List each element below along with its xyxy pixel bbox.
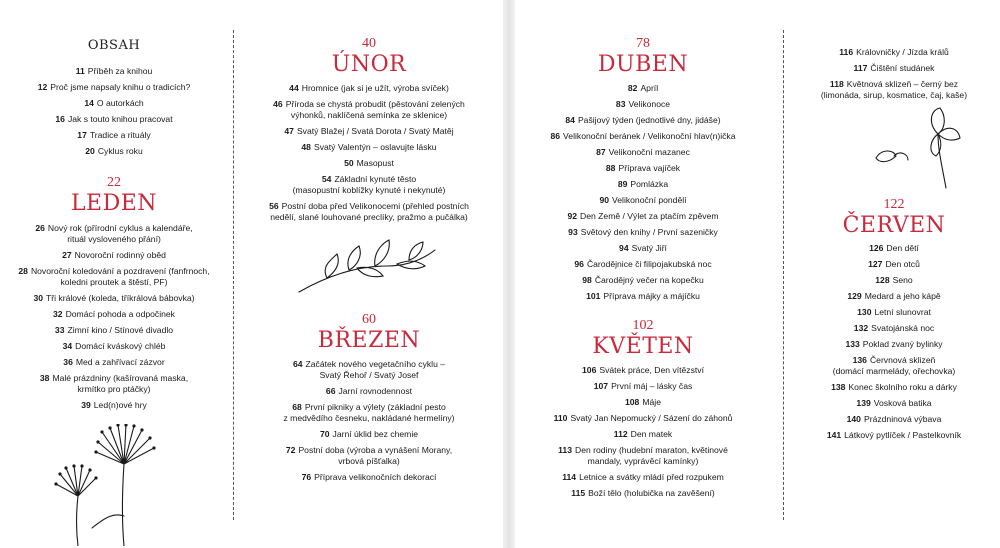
toc-entry-title: Květnová sklizeň – černý bez <box>846 79 959 89</box>
toc-entry <box>240 445 498 467</box>
toc-entry <box>240 402 498 424</box>
toc-entry-title: Svátek práce, Den vítězství <box>599 365 704 375</box>
toc-entry-title: Svatý Valentýn – oslavujte lásku <box>313 142 437 152</box>
toc-entry-page-number: 132 <box>853 323 869 333</box>
toc-entry-title: Svatý Blažej / Svatá Dorota / Svatý Matěj <box>296 126 454 136</box>
toc-entry <box>533 147 753 158</box>
toc-entry <box>790 307 998 318</box>
toc-entry <box>790 63 998 74</box>
toc-entry-title: z medvědího česneku, nakládané hermelíny) <box>283 413 455 423</box>
toc-entry-page-number: 136 <box>852 355 867 365</box>
toc-entry <box>790 323 998 334</box>
toc-entry-page-number: 115 <box>571 488 586 498</box>
toc-entry-page-number: 88 <box>605 163 616 173</box>
toc-entry-page-number: 20 <box>85 146 95 156</box>
brezen-title: BŘEZEN <box>317 328 421 353</box>
toc-entry-title: Světový den knihy / První sazeničky <box>580 227 718 237</box>
toc-entry <box>2 250 226 261</box>
toc-entry-page-number: 126 <box>869 243 884 253</box>
toc-entry <box>240 126 498 137</box>
toc-entry-page-number: 90 <box>599 195 609 205</box>
toc-entry <box>240 386 498 397</box>
toc-entry-page-number: 72 <box>285 445 296 455</box>
cerven-page-number: 122 <box>883 197 905 212</box>
toc-entry-page-number: 133 <box>845 339 860 349</box>
toc-entry-title: Příprava májky a májíčku <box>603 291 700 301</box>
toc-entry <box>790 430 998 441</box>
toc-entry <box>533 179 753 190</box>
toc-entry-page-number: 84 <box>565 115 575 125</box>
kveten-list <box>533 365 753 499</box>
leden-page-number: 22 <box>107 175 121 190</box>
toc-entry-title: Konec školního roku a dárky <box>848 382 957 392</box>
toc-entry <box>240 429 498 440</box>
toc-entry-title: Pomlázka <box>630 179 669 189</box>
brezen-page-number: 60 <box>362 312 376 327</box>
toc-entry-page-number: 108 <box>625 397 640 407</box>
toc-entry-title: Tradice a rituály <box>89 130 151 140</box>
toc-entry-page-number: 116 <box>839 47 854 57</box>
toc-entry-page-number: 11 <box>75 66 85 76</box>
toc-entry <box>790 339 998 350</box>
leaf-branch-illustration <box>297 236 437 296</box>
toc-entry-page-number: 127 <box>868 259 883 269</box>
toc-entry-title: rituál vysloveného přání) <box>67 234 161 244</box>
kveten-continued-list <box>790 47 998 101</box>
toc-entry <box>533 227 753 238</box>
toc-entry-page-number: 48 <box>301 142 311 152</box>
toc-entry <box>533 413 753 424</box>
toc-entry-title: Medard a jeho kápě <box>864 291 941 301</box>
toc-entry-title: Tři králové (koleda, tříkrálová bábovka) <box>46 293 195 303</box>
toc-entry-page-number: 112 <box>613 429 628 439</box>
toc-entry-page-number: 101 <box>586 291 601 301</box>
toc-entry-page-number: 76 <box>301 472 312 482</box>
toc-entry-title: První máj – lásky čas <box>611 381 693 391</box>
toc-entry-title: Velikonoce <box>628 99 671 109</box>
toc-entry <box>533 381 753 392</box>
unor-page-number: 40 <box>362 36 376 51</box>
toc-entry-page-number: 64 <box>292 359 303 369</box>
toc-entry-title: Hromnice (jak si je užít, výroba svíček) <box>301 83 449 93</box>
toc-entry <box>2 400 226 411</box>
toc-entry-page-number: 66 <box>325 386 336 396</box>
toc-entry <box>533 259 753 270</box>
toc-entry <box>533 291 753 302</box>
toc-entry <box>2 373 226 395</box>
toc-entry-title: Malé prázdniny (kašírovaná maska, <box>52 373 189 383</box>
toc-entry-page-number: 46 <box>273 99 283 109</box>
toc-entry-title: krmítko pro ptáčky) <box>77 384 151 394</box>
toc-entry-title: Postní doba před Velikonocemi (přehled postních <box>281 201 469 211</box>
toc-entry-page-number: 139 <box>856 398 871 408</box>
book-gutter <box>503 0 515 548</box>
toc-entry-page-number: 33 <box>54 325 65 335</box>
toc-entry <box>533 131 753 142</box>
toc-entry-title: Den dětí <box>886 243 919 253</box>
toc-entry-page-number: 34 <box>62 341 73 351</box>
toc-entry-title: (masopustní koblížky kynuté i nekynuté) <box>292 185 446 195</box>
toc-entry-page-number: 27 <box>62 250 72 260</box>
toc-entry-title: Den matek <box>630 429 673 439</box>
toc-entry-page-number: 110 <box>553 413 568 423</box>
toc-entry <box>790 414 998 425</box>
toc-entry-title: Příprava vajíček <box>618 163 681 173</box>
toc-entry-page-number: 70 <box>319 429 330 439</box>
toc-entry-title: Příběh za knihou <box>87 66 153 76</box>
toc-entry-page-number: 86 <box>550 131 561 141</box>
toc-entry <box>533 488 753 499</box>
toc-entry <box>2 130 226 141</box>
toc-entry <box>790 398 998 409</box>
toc-entry-page-number: 68 <box>292 402 302 412</box>
leden-title: LEDEN <box>70 191 158 216</box>
toc-entry <box>240 83 498 94</box>
toc-entry-title: nedělí, slané louhované preclíky, pražmo a pučálka) <box>270 212 468 222</box>
toc-entry-title: Svatý Řehoř / Svatý Josef <box>319 370 419 380</box>
toc-entry <box>533 472 753 483</box>
toc-entry-title: Velikonoční mazanec <box>608 147 690 157</box>
column-kveten-cerven <box>790 0 998 446</box>
toc-entry-page-number: 16 <box>55 114 65 124</box>
toc-entry-title: Cyklus roku <box>97 146 143 156</box>
toc-entry <box>790 291 998 302</box>
toc-entry-page-number: 39 <box>81 400 91 410</box>
toc-entry <box>533 99 753 110</box>
toc-entry <box>533 115 753 126</box>
toc-entry-title: Svatojánská noc <box>871 323 935 333</box>
toc-entry-page-number: 140 <box>846 414 861 424</box>
toc-entry <box>2 341 226 352</box>
toc-entry-title: Příroda se chystá probudit (pěstování zelených <box>285 99 465 109</box>
toc-entry-page-number: 56 <box>269 201 279 211</box>
toc-entry-title: Velikonoční pondělí <box>612 195 687 205</box>
toc-entry-title: Příprava velikonočních dekorací <box>314 472 437 482</box>
toc-entry <box>790 355 998 377</box>
toc-entry-page-number: 114 <box>562 472 577 482</box>
toc-entry-title: Čarodějnice či filipojakubská noc <box>586 259 712 269</box>
toc-entry <box>533 163 753 174</box>
kveten-page-number: 102 <box>632 318 654 333</box>
toc-entry <box>240 201 498 223</box>
toc-entry <box>2 357 226 368</box>
toc-entry-page-number: 36 <box>63 357 73 367</box>
toc-entry <box>533 445 753 467</box>
toc-entry <box>240 158 498 169</box>
toc-entry <box>2 309 226 320</box>
cerven-list <box>790 243 998 441</box>
toc-entry-page-number: 83 <box>615 99 626 109</box>
toc-entry <box>533 365 753 376</box>
toc-entry-title: Letní slunovrat <box>874 307 931 317</box>
toc-entry-page-number: 129 <box>847 291 862 301</box>
toc-entry-title: Postní doba (výroba a vynášení Morany, <box>298 445 453 455</box>
toc-entry-page-number: 26 <box>35 223 45 233</box>
toc-entry-page-number: 44 <box>289 83 299 93</box>
toc-entry-title: Domácí kváskový chléb <box>75 341 166 351</box>
toc-entry <box>790 382 998 393</box>
toc-heading: OBSAH <box>87 38 141 53</box>
toc-entry-title: Začátek nového vegetačního cyklu – <box>305 359 446 369</box>
toc-entry-page-number: 96 <box>574 259 584 269</box>
toc-entry-title: vrbová píšťalka) <box>338 456 400 466</box>
toc-entry-title: Pašijový týden (jednotlivé dny, jidáše) <box>577 115 721 125</box>
column-divider-2 <box>783 30 784 520</box>
toc-entry-title: O autorkách <box>96 98 144 108</box>
cerven-title: ČERVEN <box>842 213 946 238</box>
toc-entry <box>240 359 498 381</box>
toc-entry-page-number: 92 <box>567 211 578 221</box>
toc-entry-title: Med a zahřívací zázvor <box>75 357 165 367</box>
toc-entry-title: (limonáda, sirup, kosmatice, čaj, kaše) <box>820 90 968 100</box>
toc-entry-page-number: 117 <box>853 63 868 73</box>
toc-entry-page-number: 12 <box>37 82 48 92</box>
toc-entry-title: Jarní rovnodennost <box>338 386 413 396</box>
toc-entry-title: Novoroční rodinný oběd <box>74 250 166 260</box>
dandelion-illustration <box>42 424 162 546</box>
toc-entry-title: Novoroční koledování a pozdravení (fanfrnoch, <box>30 266 210 276</box>
toc-entry-page-number: 87 <box>596 147 606 157</box>
toc-entry-title: výhonků, naklíčená semínka ze sklenice) <box>290 110 448 120</box>
toc-entry-title: Červnová sklizeň <box>869 355 936 365</box>
toc-entry-title: Apríl <box>640 83 659 93</box>
toc-entry <box>790 47 998 58</box>
toc-entry-title: Letnice a svátky mládí před rozpukem <box>579 472 724 482</box>
toc-entry-title: koledni proutek a štěstí, PF) <box>60 277 168 287</box>
toc-entry-page-number: 130 <box>857 307 872 317</box>
toc-entry-title: Boží tělo (holubička na zavěšení) <box>588 488 715 498</box>
toc-entry-title: Den otců <box>885 259 920 269</box>
column-duben-kveten <box>533 0 753 504</box>
toc-entry-page-number: 28 <box>18 266 28 276</box>
toc-entry-title: Velikonoční beránek / Velikonoční hlav(n)ička <box>563 131 736 141</box>
toc-entry <box>2 146 226 157</box>
toc-entry-page-number: 128 <box>875 275 890 285</box>
toc-entry <box>240 99 498 121</box>
toc-entry <box>790 243 998 254</box>
toc-entry <box>2 114 226 125</box>
toc-entry-title: Královničky / Jízda králů <box>856 47 949 57</box>
toc-entry <box>533 195 753 206</box>
toc-entry-title: Máje <box>642 397 661 407</box>
toc-entry <box>2 82 226 93</box>
toc-entry-page-number: 98 <box>582 275 592 285</box>
toc-entry-title: Proč jsme napsaly knihu o tradicích? <box>50 82 191 92</box>
toc-entry-page-number: 30 <box>33 293 43 303</box>
duben-page-number: 78 <box>636 36 650 51</box>
toc-entry <box>790 259 998 270</box>
column-divider-1 <box>233 30 234 520</box>
toc-entry-page-number: 113 <box>558 445 572 455</box>
toc-entry-page-number: 17 <box>77 130 87 140</box>
toc-entry-page-number: 82 <box>627 83 638 93</box>
duben-list <box>533 83 753 302</box>
column-obsah-leden <box>2 0 226 416</box>
toc-entry-title: Poklad zvaný bylinky <box>862 339 943 349</box>
unor-list <box>240 83 498 223</box>
kveten-title: KVĚTEN <box>592 334 694 359</box>
toc-entry-title: Prázdninová výbava <box>863 414 942 424</box>
toc-entry <box>533 83 753 94</box>
toc-entry-page-number: 54 <box>321 174 332 184</box>
toc-entry-title: Svatý Jan Nepomucký / Sázení do záhonů <box>570 413 733 423</box>
toc-entry-title: Den rodiny (hudební maraton, květinové <box>575 445 728 455</box>
toc-entry <box>2 266 226 288</box>
toc-entry <box>240 174 498 196</box>
toc-entry-title: Nový rok (přírodní cyklus a kalendáře, <box>47 223 193 233</box>
toc-entry <box>2 223 226 245</box>
toc-entry <box>2 66 226 77</box>
toc-entry-title: Čarodějný večer na kopečku <box>594 275 704 285</box>
toc-entry-title: Vosková batika <box>873 398 932 408</box>
toc-entry-title: mandaly, vyprávěcí kamínky) <box>587 456 699 466</box>
obsah-list <box>2 66 226 157</box>
unor-title: ÚNOR <box>331 52 407 77</box>
toc-entry-title: Domácí pohoda a odpočinek <box>65 309 175 319</box>
toc-entry <box>533 397 753 408</box>
toc-entry-title: Den Země / Výlet za ptačím zpěvem <box>580 211 719 221</box>
toc-entry <box>533 275 753 286</box>
toc-entry-title: Čištění studánek <box>870 63 935 73</box>
toc-entry-title: Seno <box>892 275 913 285</box>
toc-entry-title: Led(n)ové hry <box>93 400 147 410</box>
toc-entry <box>240 472 498 483</box>
toc-entry-title: První pikniky a výlety (základní pesto <box>304 402 446 412</box>
toc-entry <box>533 243 753 254</box>
toc-entry-page-number: 89 <box>617 179 628 189</box>
toc-entry <box>790 275 998 286</box>
toc-entry <box>533 429 753 440</box>
toc-entry-page-number: 107 <box>593 381 609 391</box>
toc-entry-title: Látkový pytlíček / Pastelkovník <box>844 430 962 440</box>
toc-entry-title: Masopust <box>356 158 394 168</box>
toc-entry-page-number: 14 <box>84 98 94 108</box>
toc-entry <box>2 325 226 336</box>
toc-entry <box>533 211 753 222</box>
duben-title: DUBEN <box>597 52 689 77</box>
toc-entry-page-number: 138 <box>831 382 846 392</box>
poppy-flower-illustration <box>868 100 964 190</box>
toc-entry-page-number: 47 <box>284 126 294 136</box>
toc-entry-page-number: 38 <box>39 373 50 383</box>
toc-entry-page-number: 106 <box>582 365 597 375</box>
toc-entry-title: Základní kynuté těsto <box>334 174 417 184</box>
toc-entry <box>240 142 498 153</box>
toc-entry-title: Jarní úklid bez chemie <box>332 429 419 439</box>
toc-entry-title: Zimní kino / Stínové divadlo <box>67 325 174 335</box>
toc-entry <box>790 79 998 101</box>
toc-entry-title: Svatý Jiří <box>631 243 667 253</box>
toc-entry-page-number: 93 <box>568 227 578 237</box>
toc-entry <box>2 98 226 109</box>
toc-entry <box>2 293 226 304</box>
toc-entry-page-number: 141 <box>826 430 842 440</box>
toc-entry-title: (domácí marmelády, ořechovka) <box>832 366 956 376</box>
brezen-list <box>240 359 498 483</box>
toc-entry-page-number: 32 <box>53 309 63 319</box>
toc-entry-page-number: 118 <box>829 79 844 89</box>
toc-entry-page-number: 94 <box>619 243 629 253</box>
leden-list <box>2 223 226 411</box>
toc-entry-title: Jak s touto knihou pracovat <box>67 114 173 124</box>
toc-entry-page-number: 50 <box>344 158 354 168</box>
